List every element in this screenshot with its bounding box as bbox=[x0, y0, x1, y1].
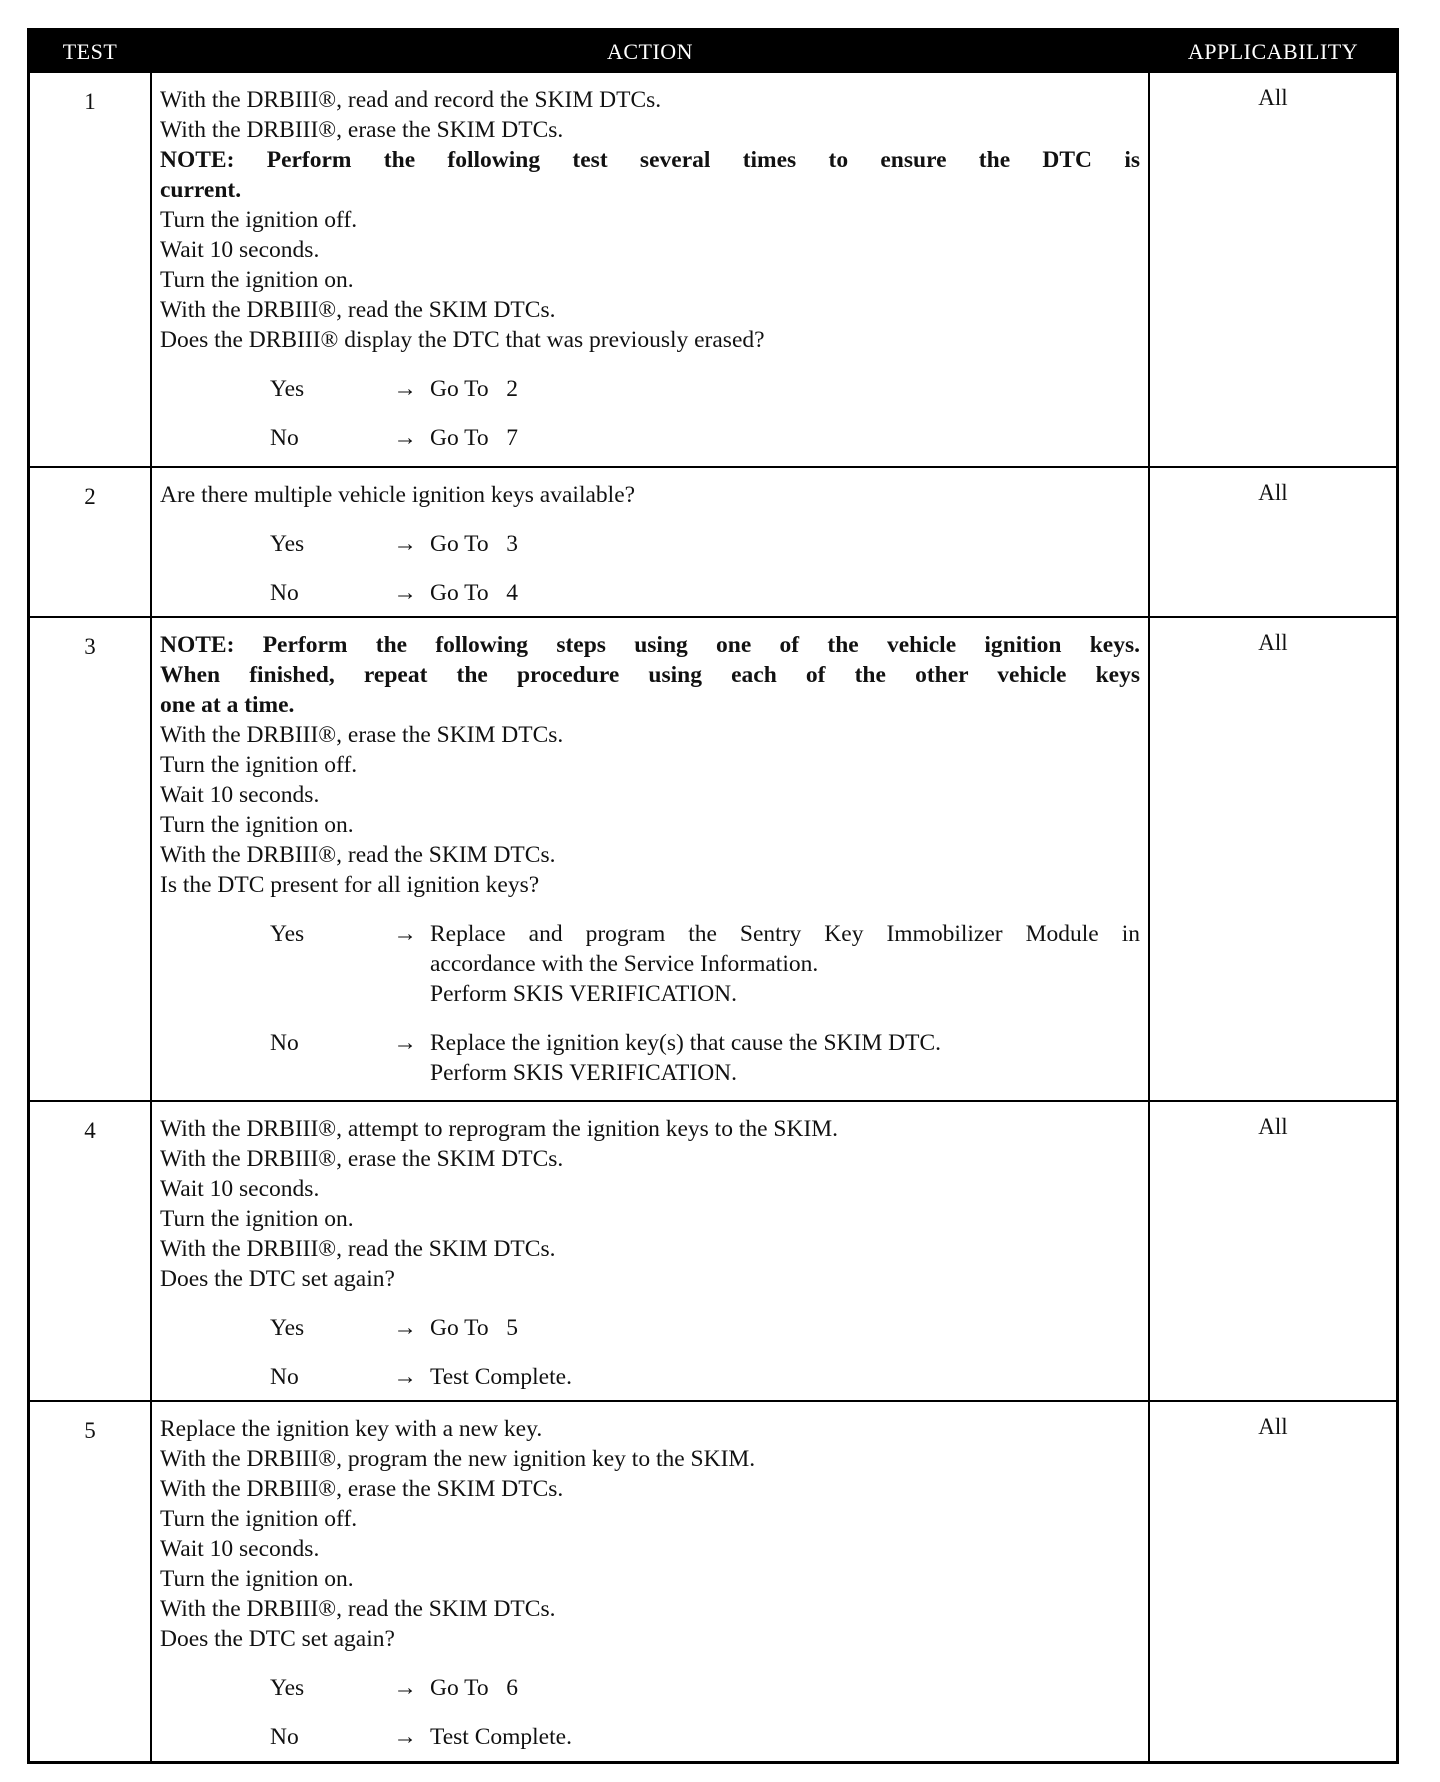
no-label: No bbox=[270, 1364, 299, 1390]
action-step: Replace the ignition key with a new key. bbox=[160, 1416, 543, 1442]
action-step: With the DRBIII®, attempt to reprogram the ignition keys to the SKIM. bbox=[160, 1116, 839, 1142]
action-cell bbox=[150, 73, 1150, 466]
yes-branch bbox=[270, 529, 1140, 559]
arrow-right-icon: → bbox=[393, 580, 417, 606]
arrow-right-icon: → bbox=[393, 1675, 417, 1701]
yes-result: Go To 6 bbox=[430, 1675, 519, 1701]
arrow-right-icon: → bbox=[393, 531, 417, 557]
header-action: ACTION bbox=[606, 39, 694, 64]
no-label: No bbox=[270, 425, 299, 451]
arrow-right-icon: → bbox=[393, 1364, 417, 1390]
arrow-right-icon: → bbox=[393, 921, 417, 947]
yes-result bbox=[430, 919, 1140, 1009]
table-header bbox=[30, 31, 1396, 73]
yes-result-line: Replace and program the Sentry Key Immobilizer Module in bbox=[430, 921, 1140, 947]
yes-branch bbox=[270, 374, 1140, 404]
no-result: Go To 4 bbox=[430, 580, 519, 606]
applicability-value: All bbox=[1258, 1414, 1288, 1439]
yes-result: Go To 5 bbox=[430, 1315, 519, 1341]
action-note: NOTE: Perform the following test several times to ensure the DTC is bbox=[160, 147, 1140, 173]
arrow-right-icon: → bbox=[393, 1030, 417, 1056]
table-row-test-3 bbox=[30, 616, 1396, 1100]
arrow-right-icon: → bbox=[393, 425, 417, 451]
yes-label: Yes bbox=[270, 376, 305, 402]
action-question: Does the DRBIII® display the DTC that was previously erased? bbox=[160, 327, 765, 353]
yes-label: Yes bbox=[270, 1675, 305, 1701]
no-label: No bbox=[270, 580, 299, 606]
table-row-test-2 bbox=[30, 466, 1396, 616]
yes-label: Yes bbox=[270, 1315, 305, 1341]
action-step: With the DRBIII®, erase the SKIM DTCs. bbox=[160, 1476, 564, 1502]
action-question: Is the DTC present for all ignition keys? bbox=[160, 872, 540, 898]
action-step: Turn the ignition on. bbox=[160, 267, 354, 293]
test-number: 1 bbox=[84, 89, 96, 114]
diagnostic-test-table bbox=[27, 28, 1399, 1764]
yes-result: Go To 3 bbox=[430, 531, 519, 557]
action-cell bbox=[150, 468, 1150, 616]
action-question: Does the DTC set again? bbox=[160, 1266, 395, 1292]
no-result-line: Perform SKIS VERIFICATION. bbox=[430, 1060, 738, 1086]
yes-result-line: Perform SKIS VERIFICATION. bbox=[430, 981, 738, 1007]
action-step: Wait 10 seconds. bbox=[160, 1536, 320, 1562]
action-note: When finished, repeat the procedure using each of the other vehicle keys bbox=[160, 662, 1140, 688]
applicability-value: All bbox=[1258, 480, 1288, 505]
yes-branch bbox=[270, 919, 1140, 1009]
yes-label: Yes bbox=[270, 531, 305, 557]
applicability-value: All bbox=[1258, 630, 1288, 655]
applicability-value: All bbox=[1258, 85, 1288, 110]
test-number: 4 bbox=[84, 1118, 96, 1143]
arrow-right-icon: → bbox=[393, 1724, 417, 1750]
no-result: Go To 7 bbox=[430, 425, 519, 451]
arrow-right-icon: → bbox=[393, 376, 417, 402]
action-cell bbox=[150, 1402, 1150, 1761]
yes-branch bbox=[270, 1673, 1140, 1703]
action-step: Wait 10 seconds. bbox=[160, 1176, 320, 1202]
action-cell bbox=[150, 618, 1150, 1100]
no-result: Test Complete. bbox=[430, 1364, 572, 1390]
no-result: Test Complete. bbox=[430, 1724, 572, 1750]
yes-result-line: accordance with the Service Information. bbox=[430, 951, 819, 977]
action-step: Turn the ignition on. bbox=[160, 1206, 354, 1232]
table-row-test-4 bbox=[30, 1100, 1396, 1400]
table-row-test-1 bbox=[30, 73, 1396, 466]
action-question: Does the DTC set again? bbox=[160, 1626, 395, 1652]
action-step: With the DRBIII®, program the new ignition key to the SKIM. bbox=[160, 1446, 756, 1472]
no-label: No bbox=[270, 1030, 299, 1056]
action-step: Wait 10 seconds. bbox=[160, 237, 320, 263]
action-step: Turn the ignition on. bbox=[160, 812, 354, 838]
action-step: With the DRBIII®, read and record the SKIM DTCs. bbox=[160, 87, 662, 113]
no-branch bbox=[270, 423, 1140, 453]
no-branch bbox=[270, 578, 1140, 608]
action-step: With the DRBIII®, erase the SKIM DTCs. bbox=[160, 117, 564, 143]
action-step: With the DRBIII®, read the SKIM DTCs. bbox=[160, 1596, 556, 1622]
no-result-line: Replace the ignition key(s) that cause the SKIM DTC. bbox=[430, 1030, 941, 1056]
no-branch bbox=[270, 1722, 1140, 1752]
no-branch bbox=[270, 1362, 1140, 1392]
action-note: current. bbox=[160, 177, 242, 203]
yes-label: Yes bbox=[270, 921, 305, 947]
test-number: 5 bbox=[84, 1418, 96, 1443]
action-step: Wait 10 seconds. bbox=[160, 782, 320, 808]
header-applicability: APPLICABILITY bbox=[1187, 39, 1359, 64]
applicability-value: All bbox=[1258, 1114, 1288, 1139]
action-step: With the DRBIII®, erase the SKIM DTCs. bbox=[160, 1146, 564, 1172]
no-branch bbox=[270, 1028, 1140, 1088]
action-step: Turn the ignition off. bbox=[160, 207, 358, 233]
yes-branch bbox=[270, 1313, 1140, 1343]
action-step: With the DRBIII®, read the SKIM DTCs. bbox=[160, 297, 556, 323]
action-step: With the DRBIII®, read the SKIM DTCs. bbox=[160, 1236, 556, 1262]
action-step: Turn the ignition off. bbox=[160, 1506, 358, 1532]
header-test: TEST bbox=[62, 39, 118, 64]
action-step: Turn the ignition on. bbox=[160, 1566, 354, 1592]
action-note: one at a time. bbox=[160, 692, 295, 718]
yes-result: Go To 2 bbox=[430, 376, 519, 402]
action-step: With the DRBIII®, erase the SKIM DTCs. bbox=[160, 722, 564, 748]
action-question: Are there multiple vehicle ignition keys available? bbox=[160, 482, 636, 508]
action-note: NOTE: Perform the following steps using one of the vehicle ignition keys. bbox=[160, 632, 1140, 658]
arrow-right-icon: → bbox=[393, 1315, 417, 1341]
action-step: Turn the ignition off. bbox=[160, 752, 358, 778]
test-number: 3 bbox=[84, 634, 96, 659]
action-step: With the DRBIII®, read the SKIM DTCs. bbox=[160, 842, 556, 868]
table-row-test-5 bbox=[30, 1400, 1396, 1761]
test-number: 2 bbox=[84, 484, 96, 509]
no-label: No bbox=[270, 1724, 299, 1750]
no-result bbox=[430, 1028, 1140, 1088]
action-cell bbox=[150, 1102, 1150, 1400]
